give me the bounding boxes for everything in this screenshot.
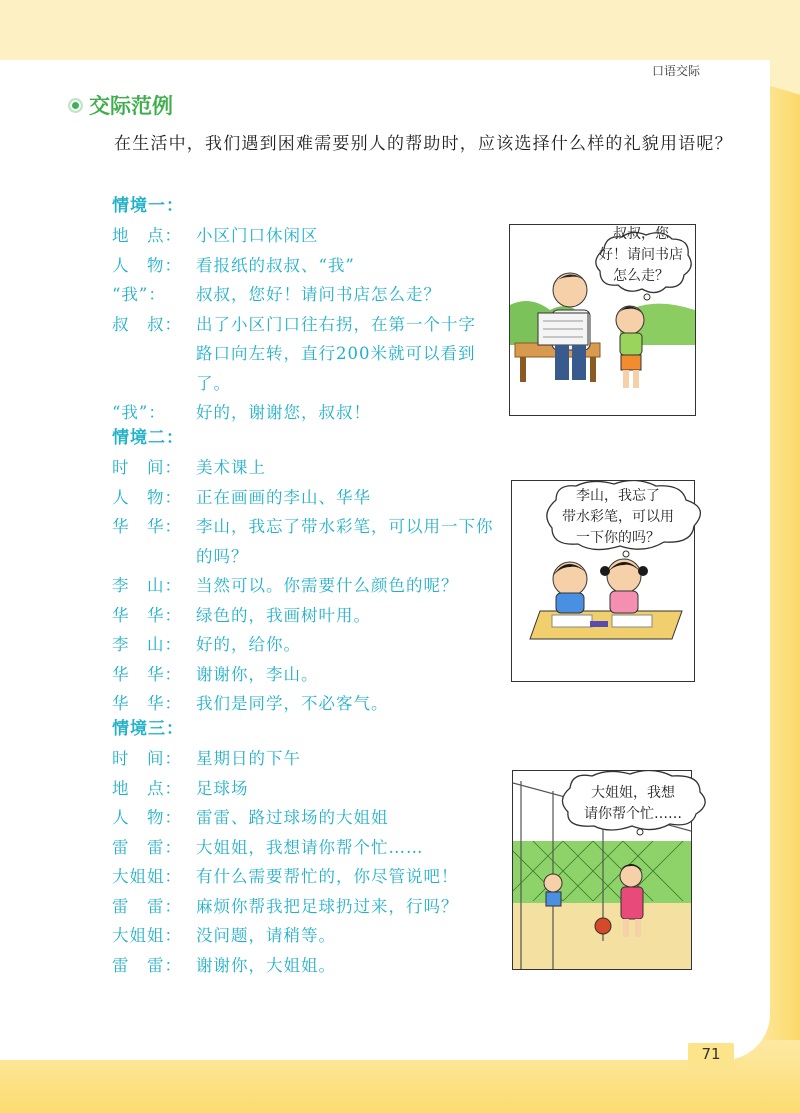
speaker: 华 华： bbox=[112, 664, 182, 684]
line-text: 大姐姐，我想请你帮个忙…… bbox=[196, 837, 424, 857]
green-bullet-icon bbox=[68, 98, 83, 113]
line-text: 有什么需要帮忙的，你尽管说吧！ bbox=[196, 867, 459, 886]
speaker: 雷 雷： bbox=[112, 837, 182, 857]
bubble-text-1 bbox=[596, 224, 686, 287]
speaker: “我”： bbox=[112, 403, 166, 422]
speaker: 华 华： bbox=[112, 517, 182, 536]
scene-label: 情境一： bbox=[112, 196, 184, 216]
scene-3-dialog bbox=[112, 715, 532, 980]
line-text: 叔叔，您好！请问书店怎么走？ bbox=[196, 285, 441, 304]
speaker: 人 物： bbox=[112, 255, 182, 275]
dialog-line bbox=[112, 280, 532, 310]
dialog-line bbox=[112, 251, 532, 281]
page-number: 71 bbox=[688, 1043, 734, 1065]
line-text: 小区门口休闲区 bbox=[196, 226, 319, 245]
line-text: 正在画画的李山、华华 bbox=[196, 487, 371, 507]
line-text: 谢谢你，李山。 bbox=[196, 664, 319, 684]
line-text: 没问题，请稍等。 bbox=[196, 926, 336, 945]
speaker: 叔 叔： bbox=[112, 314, 182, 334]
line-text: 好的，给你。 bbox=[196, 635, 301, 654]
bubble-line: 一下你的吗？ bbox=[576, 530, 660, 546]
speaker: 地 点： bbox=[112, 778, 182, 798]
line-text: 好的，谢谢您，叔叔！ bbox=[196, 403, 371, 422]
dialog-line bbox=[112, 571, 532, 601]
speaker: 大姐姐： bbox=[112, 867, 182, 886]
section-title: 交际范例 bbox=[89, 94, 173, 118]
dialog-line bbox=[112, 310, 532, 399]
speaker: 华 华： bbox=[112, 605, 182, 625]
scene-label: 情境二： bbox=[112, 428, 184, 448]
line-text: 雷雷、路过球场的大姐姐 bbox=[196, 808, 389, 827]
dialog-line bbox=[112, 744, 532, 774]
dialog-line bbox=[112, 774, 532, 804]
bubble-text-2 bbox=[547, 486, 689, 549]
line-text: 谢谢你，大姐姐。 bbox=[196, 955, 336, 975]
chapter-header-label: 口语交际 bbox=[652, 64, 701, 78]
bubble-line: 叔叔，您 bbox=[613, 226, 669, 242]
bubble-line: 请你帮个忙…… bbox=[584, 806, 682, 822]
bubble-line: 怎么走？ bbox=[613, 268, 669, 284]
dialog-line bbox=[112, 892, 532, 922]
section-heading bbox=[68, 90, 173, 120]
line-text: 星期日的下午 bbox=[196, 749, 301, 768]
speaker: 时 间： bbox=[112, 458, 182, 477]
dialog-line bbox=[112, 862, 532, 892]
line-text: 美术课上 bbox=[196, 458, 266, 477]
speaker: 时 间： bbox=[112, 749, 182, 768]
line-text: 看报纸的叔叔、“我” bbox=[196, 255, 355, 275]
speaker: 地 点： bbox=[112, 226, 182, 245]
speaker: “我”： bbox=[112, 285, 166, 304]
line-text: 麻烦你帮我把足球扔过来，行吗？ bbox=[196, 896, 459, 916]
speaker: 大姐姐： bbox=[112, 926, 182, 945]
speaker: 李 山： bbox=[112, 576, 182, 595]
line-text: 出了小区门口往右拐，在第一个十字路口向左转，直行200米就可以看到了。 bbox=[196, 314, 476, 393]
dialog-line bbox=[112, 660, 532, 690]
line-text: 绿色的，我画树叶用。 bbox=[196, 605, 371, 625]
line-text: 当然可以。你需要什么颜色的呢？ bbox=[196, 576, 459, 595]
scene-1-dialog bbox=[112, 192, 532, 428]
intro-paragraph: 在生活中，我们遇到困难需要别人的帮助时，应该选择什么样的礼貌用语呢？ bbox=[114, 134, 733, 154]
dialog-line bbox=[112, 483, 532, 513]
speaker: 雷 雷： bbox=[112, 955, 182, 975]
line-text: 李山，我忘了带水彩笔，可以用一下你的吗？ bbox=[196, 517, 494, 566]
bubble-text-3 bbox=[562, 783, 704, 825]
line-text: 足球场 bbox=[196, 778, 249, 798]
dialog-line bbox=[112, 951, 532, 981]
bubble-line: 大姐姐，我想 bbox=[591, 785, 675, 801]
dialog-line bbox=[112, 512, 532, 571]
bubble-line: 带水彩笔，可以用 bbox=[562, 509, 674, 525]
speaker: 李 山： bbox=[112, 635, 182, 654]
dialog-line bbox=[112, 630, 532, 660]
dialog-line bbox=[112, 221, 532, 251]
scene-2-dialog bbox=[112, 424, 532, 719]
dialog-line bbox=[112, 803, 532, 833]
dialog-line bbox=[112, 601, 532, 631]
speaker: 雷 雷： bbox=[112, 896, 182, 916]
dialog-line bbox=[112, 921, 532, 951]
line-text: 我们是同学，不必客气。 bbox=[196, 694, 389, 713]
scene-label: 情境三： bbox=[112, 719, 184, 739]
speaker: 人 物： bbox=[112, 487, 182, 507]
bubble-line: 李山，我忘了 bbox=[576, 488, 660, 504]
speaker: 人 物： bbox=[112, 808, 182, 827]
speaker: 华 华： bbox=[112, 694, 182, 713]
dialog-line bbox=[112, 453, 532, 483]
bubble-line: 好！请问书店 bbox=[599, 247, 683, 263]
dialog-line bbox=[112, 833, 532, 863]
